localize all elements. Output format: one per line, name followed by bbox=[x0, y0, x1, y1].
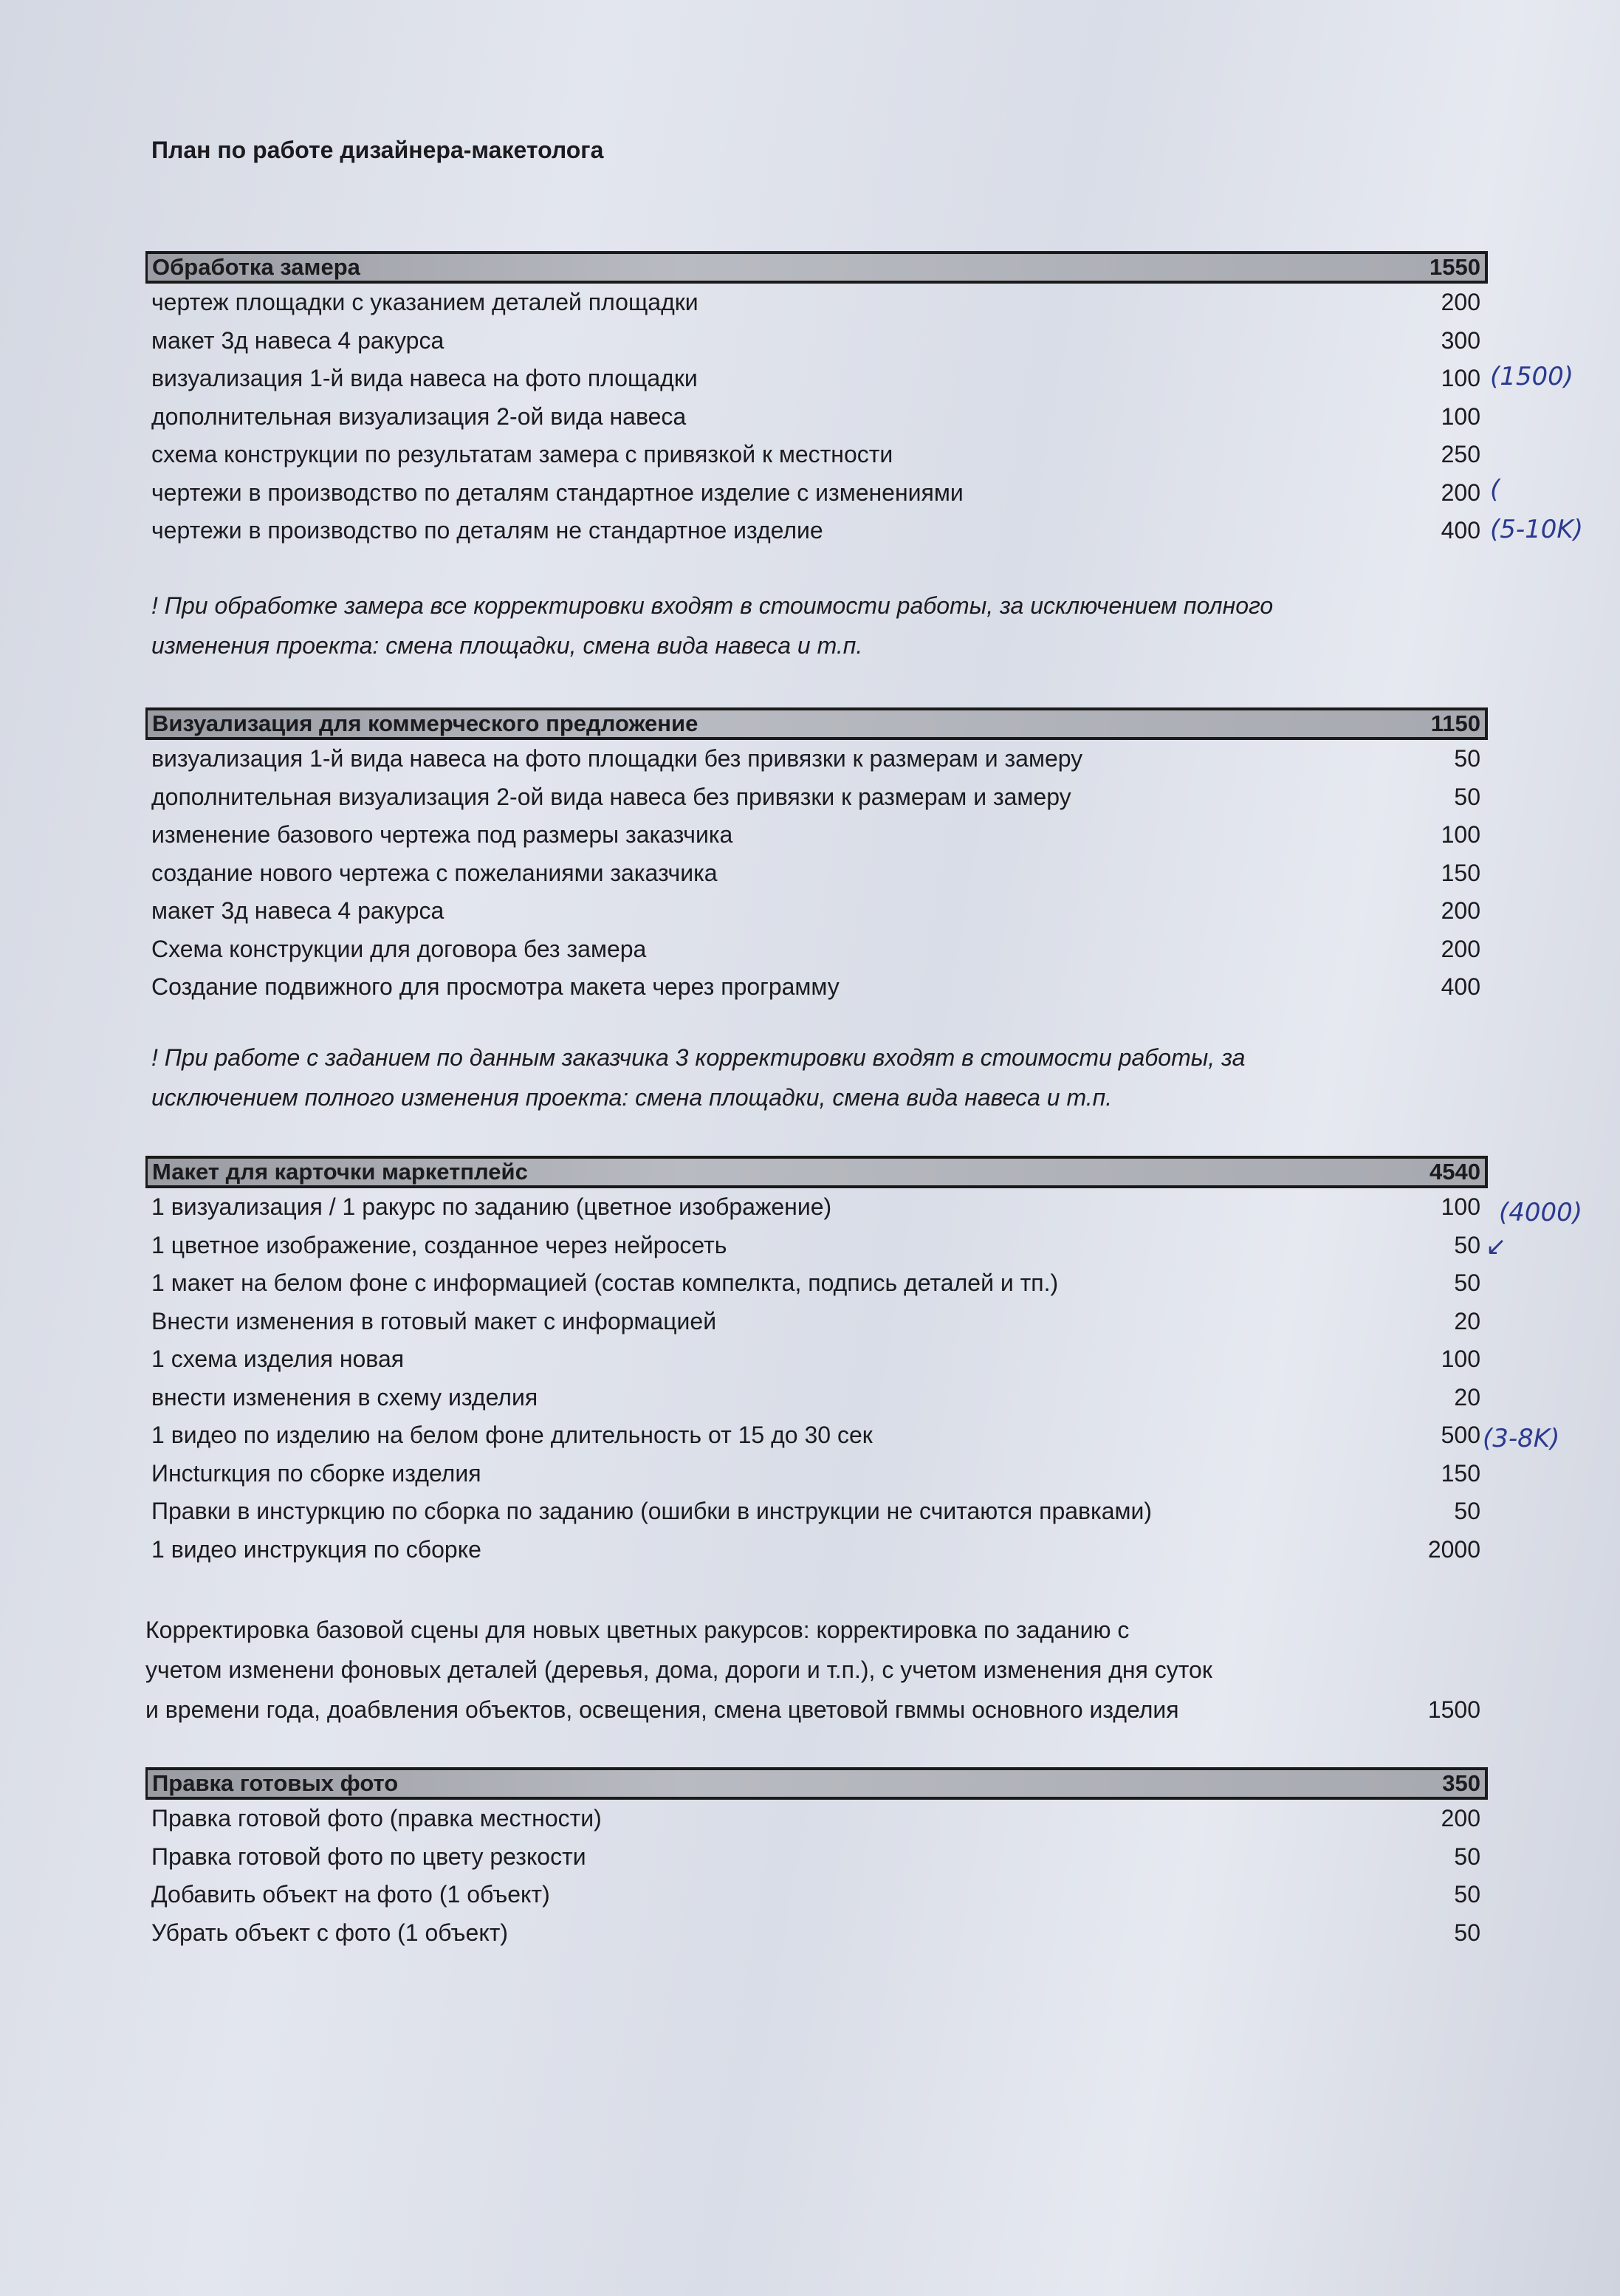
section-header bbox=[145, 251, 1488, 284]
item-label: 1 цветное изображение, созданное через нейросеть bbox=[151, 1231, 727, 1258]
item-price: 400 bbox=[1441, 973, 1480, 1001]
note-line: ! При работе с заданием по данным заказчика 3 корректировки входят в стоимости работы, за bbox=[151, 1044, 1246, 1071]
line-item bbox=[145, 1340, 1488, 1379]
item-label: дополнительная визуализация 2-ой вида навеса bbox=[151, 402, 687, 430]
item-label: чертежи в производство по деталям стандартное изделие с изменениями bbox=[151, 479, 964, 506]
line-item bbox=[145, 1838, 1488, 1877]
line-item bbox=[145, 360, 1488, 398]
item-label: Добавить объект на фото (1 объект) bbox=[151, 1881, 550, 1908]
arrow-icon: ↙ bbox=[1486, 1232, 1507, 1261]
section-photo-editing bbox=[145, 1767, 1488, 1952]
section-header bbox=[145, 1156, 1488, 1188]
item-price: 100 bbox=[1441, 1193, 1480, 1221]
item-label: 1 схема изделия новая bbox=[151, 1346, 405, 1373]
line-item bbox=[145, 1379, 1488, 1417]
note-line: ! При обработке замера все корректировки входят в стоимости работы, за исключением полного bbox=[151, 592, 1274, 619]
item-label: визуализация 1-й вида навеса на фото площадки без привязки к размерам и замеру bbox=[151, 745, 1083, 772]
section-commercial-visualization bbox=[145, 707, 1488, 1007]
item-price: 50 bbox=[1454, 1881, 1480, 1908]
item-label: чертежи в производство по деталям не стандартное изделие bbox=[151, 517, 823, 544]
item-label: Правка готовой фото (правка местности) bbox=[151, 1805, 602, 1832]
item-label: Правка готовой фото по цвету резкости bbox=[151, 1843, 586, 1870]
item-label: 1 визуализация / 1 ракурс по заданию (цветное изображение) bbox=[151, 1193, 832, 1221]
section-total: 1150 bbox=[1430, 710, 1480, 736]
item-label: макет 3д навеса 4 ракурса bbox=[151, 326, 445, 354]
item-label: Убрать объект с фото (1 объект) bbox=[151, 1919, 508, 1946]
handwritten-note: ( bbox=[1490, 475, 1500, 504]
document-title: План по работе дизайнера-макетолога bbox=[151, 137, 604, 163]
correction-paragraph bbox=[145, 1610, 1480, 1730]
line-item bbox=[145, 1800, 1488, 1838]
item-price: 400 bbox=[1441, 517, 1480, 544]
note-measurement bbox=[151, 586, 1273, 665]
item-price: 200 bbox=[1441, 289, 1480, 316]
item-label: Инсturкция по сборке изделия bbox=[151, 1459, 481, 1487]
item-price: 200 bbox=[1441, 897, 1480, 925]
item-label: макет 3д навеса 4 ракурса bbox=[151, 897, 445, 925]
handwritten-note: (4000) bbox=[1499, 1198, 1583, 1227]
section-total: 4540 bbox=[1429, 1159, 1480, 1185]
note-commercial bbox=[151, 1038, 1245, 1117]
item-label: чертеж площадки с указанием деталей площадки bbox=[151, 289, 699, 316]
item-label: изменение базового чертежа под размеры заказчика bbox=[151, 821, 733, 849]
item-label: Создание подвижного для просмотра макета через программу bbox=[151, 973, 840, 1001]
item-price: 50 bbox=[1454, 745, 1480, 772]
item-price: 50 bbox=[1454, 1269, 1480, 1297]
section-header bbox=[145, 1767, 1488, 1800]
section-total: 1550 bbox=[1429, 254, 1480, 280]
item-price: 20 bbox=[1454, 1383, 1480, 1411]
line-item bbox=[145, 1876, 1488, 1914]
item-price: 50 bbox=[1454, 1498, 1480, 1525]
note-line: изменения проекта: смена площадки, смена вида навеса и т.п. bbox=[151, 632, 863, 659]
item-price: 150 bbox=[1441, 1459, 1480, 1487]
item-price: 200 bbox=[1441, 479, 1480, 506]
section-marketplace-card bbox=[145, 1156, 1488, 1569]
item-label: внести изменения в схему изделия bbox=[151, 1383, 538, 1411]
line-item bbox=[145, 1531, 1488, 1569]
item-label: визуализация 1-й вида навеса на фото площадки bbox=[151, 365, 698, 392]
section-title: Макет для карточки маркетплейс bbox=[152, 1159, 528, 1185]
item-price: 50 bbox=[1454, 783, 1480, 810]
item-label: 1 макет на белом фоне с информацией (состав компелкта, подпись деталей и тп.) bbox=[151, 1269, 1059, 1297]
note-line: исключением полного изменения проекта: смена площадки, смена вида навеса и т.п. bbox=[151, 1084, 1113, 1111]
line-item bbox=[145, 1416, 1488, 1455]
item-price: 100 bbox=[1441, 1346, 1480, 1373]
line-item bbox=[145, 512, 1488, 550]
item-price: 200 bbox=[1441, 935, 1480, 962]
line-item bbox=[145, 816, 1488, 854]
line-item bbox=[145, 1188, 1488, 1227]
handwritten-note: (1500) bbox=[1490, 362, 1574, 391]
item-price: 100 bbox=[1441, 402, 1480, 430]
correction-line: и времени года, доабвления объектов, освещения, смена цветовой гвммы основного изделия bbox=[145, 1696, 1179, 1723]
line-item bbox=[145, 892, 1488, 931]
item-price: 50 bbox=[1454, 1231, 1480, 1258]
correction-line: Корректировка базовой сцены для новых цветных ракурсов: корректировка по заданию с bbox=[145, 1617, 1130, 1643]
item-price: 500 bbox=[1441, 1422, 1480, 1449]
line-item bbox=[145, 474, 1488, 513]
line-item bbox=[145, 322, 1488, 360]
item-label: Схема конструкции для договора без замера bbox=[151, 935, 647, 962]
line-item bbox=[145, 854, 1488, 893]
item-label: Внести изменения в готовый макет с информацией bbox=[151, 1307, 717, 1334]
line-item bbox=[145, 1455, 1488, 1493]
item-price: 2000 bbox=[1427, 1535, 1480, 1563]
section-measurement-processing bbox=[145, 251, 1488, 550]
item-price: 100 bbox=[1441, 365, 1480, 392]
section-header bbox=[145, 707, 1488, 740]
item-price: 250 bbox=[1441, 441, 1480, 468]
correction-price: 1500 bbox=[1427, 1696, 1480, 1723]
item-price: 100 bbox=[1441, 821, 1480, 849]
item-price: 300 bbox=[1441, 326, 1480, 354]
item-label: 1 видео инструкция по сборке bbox=[151, 1535, 481, 1563]
line-item bbox=[145, 1227, 1488, 1265]
item-label: схема конструкции по результатам замера с привязкой к местности bbox=[151, 441, 893, 468]
item-label: дополнительная визуализация 2-ой вида навеса без привязки к размерам и замеру bbox=[151, 783, 1071, 810]
line-item bbox=[145, 436, 1488, 474]
line-item bbox=[145, 1914, 1488, 1953]
item-price: 50 bbox=[1454, 1843, 1480, 1870]
section-total: 350 bbox=[1442, 1770, 1480, 1796]
item-price: 20 bbox=[1454, 1307, 1480, 1334]
line-item bbox=[145, 398, 1488, 436]
item-price: 50 bbox=[1454, 1919, 1480, 1946]
section-title: Правка готовых фото bbox=[152, 1770, 399, 1796]
section-title: Визуализация для коммерческого предложение bbox=[152, 710, 699, 736]
line-item bbox=[145, 931, 1488, 969]
item-price: 200 bbox=[1441, 1805, 1480, 1832]
line-item bbox=[145, 740, 1488, 778]
handwritten-note: (5-10K) bbox=[1490, 515, 1583, 544]
line-item bbox=[145, 1303, 1488, 1341]
item-price: 150 bbox=[1441, 859, 1480, 886]
item-label: 1 видео по изделию на белом фоне длительность от 15 до 30 сек bbox=[151, 1422, 873, 1449]
line-item bbox=[145, 284, 1488, 322]
line-item bbox=[145, 1493, 1488, 1531]
line-item bbox=[145, 1264, 1488, 1303]
handwritten-note: (3-8K) bbox=[1483, 1424, 1560, 1453]
line-item bbox=[145, 968, 1488, 1007]
section-title: Обработка замера bbox=[152, 254, 360, 280]
line-item bbox=[145, 778, 1488, 817]
correction-line: учетом изменени фоновых деталей (деревья, дома, дороги и т.п.), с учетом изменения дня суток bbox=[145, 1656, 1212, 1683]
item-label: создание нового чертежа с пожеланиями заказчика bbox=[151, 859, 718, 886]
item-label: Правки в инстуркцию по сборка по заданию (ошибки в инструкции не считаются правками) bbox=[151, 1498, 1153, 1525]
